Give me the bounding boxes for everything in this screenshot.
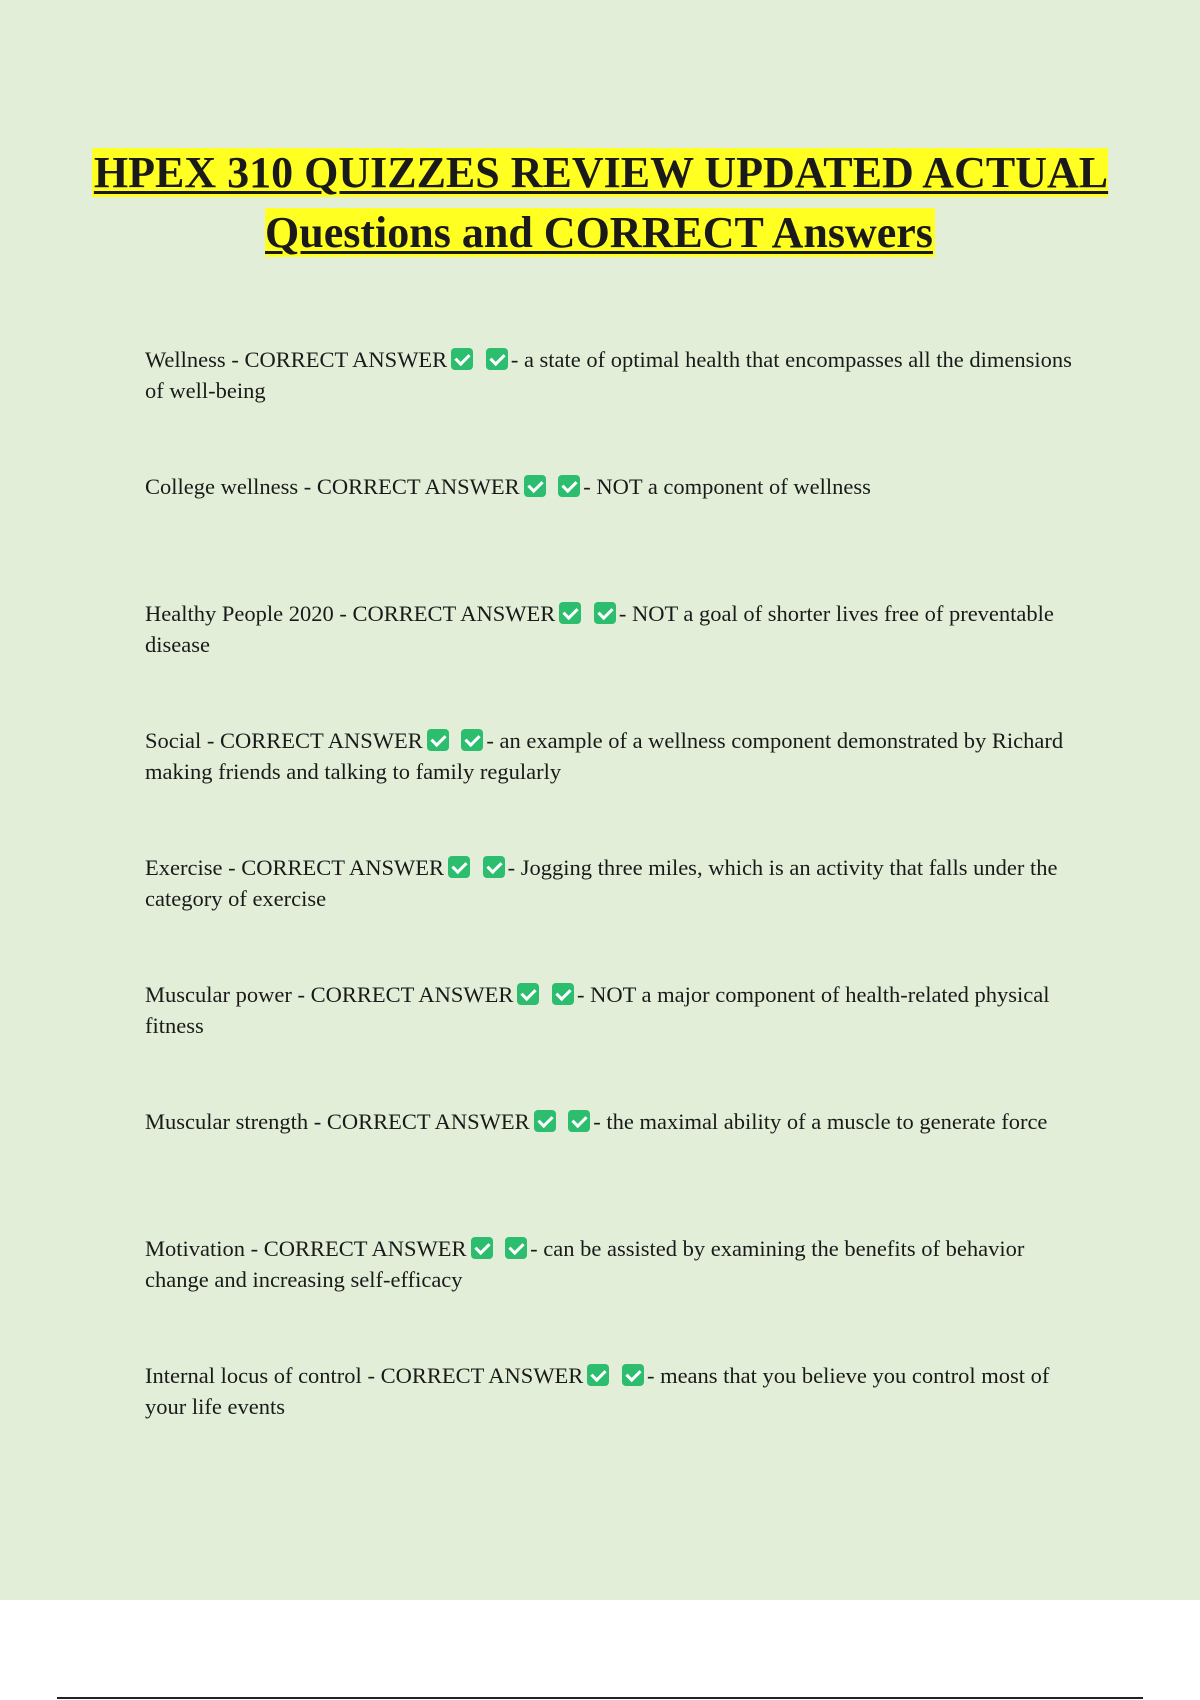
qa-marker: CORRECT ANSWER: [244, 347, 448, 372]
qa-answer: a state of optimal health that encompasses all the dimensions of well-being: [145, 347, 1072, 403]
qa-answer: means that you believe you control most of your life events: [145, 1363, 1050, 1419]
qa-marker: CORRECT ANSWER: [352, 601, 556, 626]
check-mark-button-icon: [568, 1110, 590, 1132]
qa-marker: CORRECT ANSWER: [220, 728, 423, 753]
qa-term: Motivation: [145, 1236, 245, 1261]
qa-answer: Jogging three miles, which is an activity that falls under the category of exercise: [145, 855, 1058, 911]
qa-term: Internal locus of control: [145, 1363, 362, 1388]
qa-item: Healthy People 2020 - CORRECT ANSWER - NOT a goal of shorter lives free of preventable disease: [145, 601, 1054, 657]
qa-term: Muscular strength: [145, 1109, 309, 1134]
check-mark-button-icon: [534, 1110, 556, 1132]
qa-item: Muscular power - CORRECT ANSWER - NOT a major component of health-related physical fitness: [145, 982, 1050, 1038]
qa-marker: CORRECT ANSWER: [241, 855, 444, 880]
check-mark-button-icon: [552, 983, 574, 1005]
qa-item: Muscular strength - CORRECT ANSWER - the maximal ability of a muscle to generate force: [145, 1109, 1048, 1134]
check-mark-button-icon: [517, 983, 539, 1005]
check-mark-button-icon: [451, 348, 473, 370]
qa-term: College wellness: [145, 474, 299, 499]
check-mark-button-icon: [486, 348, 508, 370]
check-mark-button-icon: [427, 729, 449, 751]
qa-term: Healthy People 2020: [145, 601, 334, 626]
check-mark-button-icon: [558, 475, 580, 497]
qa-answer: NOT a major component of health-related physical fitness: [145, 982, 1050, 1038]
qa-term: Exercise: [145, 855, 223, 880]
check-mark-button-icon: [594, 602, 616, 624]
check-mark-button-icon: [587, 1364, 609, 1386]
check-mark-button-icon: [483, 856, 505, 878]
qa-term: Wellness: [145, 347, 226, 372]
check-mark-button-icon: [461, 729, 483, 751]
document-title-text: HPEX 310 QUIZZES REVIEW UPDATED ACTUAL Questions and CORRECT Answers: [93, 148, 1109, 257]
footer-divider: [57, 1697, 1143, 1699]
qa-answer: NOT a component of wellness: [596, 474, 871, 499]
qa-item: Internal locus of control - CORRECT ANSWER - means that you believe you control most of your life events: [145, 1363, 1050, 1419]
qa-answer: NOT a goal of shorter lives free of preventable disease: [145, 601, 1054, 657]
qa-marker: CORRECT ANSWER: [380, 1363, 584, 1388]
check-mark-button-icon: [622, 1364, 644, 1386]
qa-item: College wellness - CORRECT ANSWER - NOT a component of wellness: [145, 474, 871, 499]
qa-list: [145, 344, 1075, 1487]
qa-answer: the maximal ability of a muscle to generate force: [606, 1109, 1048, 1134]
qa-item: Wellness - CORRECT ANSWER - a state of optimal health that encompasses all the dimensions of well-being: [145, 347, 1072, 403]
qa-term: Social: [145, 728, 202, 753]
document-title: [0, 143, 1200, 263]
qa-marker: CORRECT ANSWER: [326, 1109, 530, 1134]
qa-marker: CORRECT ANSWER: [310, 982, 514, 1007]
qa-marker: CORRECT ANSWER: [316, 474, 520, 499]
check-mark-button-icon: [505, 1237, 527, 1259]
qa-item: Motivation - CORRECT ANSWER - can be assisted by examining the benefits of behavior change and increasing self-efficacy: [145, 1236, 1025, 1292]
qa-answer: can be assisted by examining the benefits of behavior change and increasing self-efficacy: [145, 1236, 1025, 1292]
qa-item: Exercise - CORRECT ANSWER - Jogging three miles, which is an activity that falls under the category of exercise: [145, 855, 1058, 911]
check-mark-button-icon: [559, 602, 581, 624]
qa-term: Muscular power: [145, 982, 292, 1007]
check-mark-button-icon: [524, 475, 546, 497]
check-mark-button-icon: [448, 856, 470, 878]
qa-answer: an example of a wellness component demonstrated by Richard making friends and talking to family regularly: [145, 728, 1064, 784]
check-mark-button-icon: [471, 1237, 493, 1259]
qa-marker: CORRECT ANSWER: [263, 1236, 467, 1261]
qa-item: Social - CORRECT ANSWER - an example of a wellness component demonstrated by Richard making friends and talking to family regularly: [145, 728, 1064, 784]
